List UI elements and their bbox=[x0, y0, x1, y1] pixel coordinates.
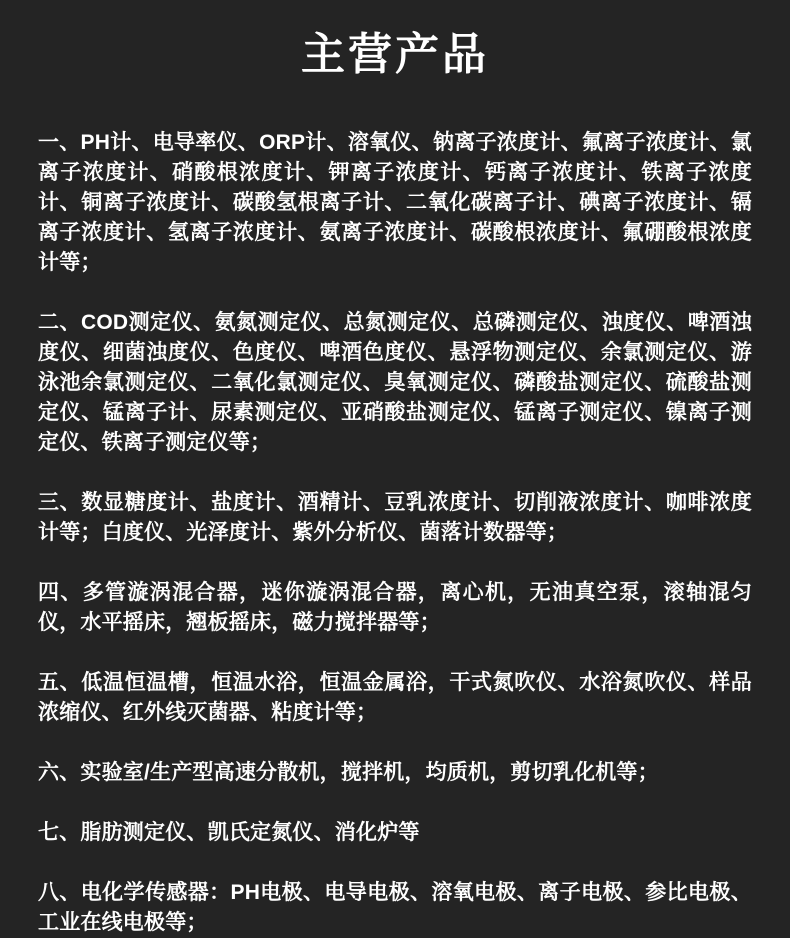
product-category-8: 八、电化学传感器：PH电极、电导电极、溶氧电极、离子电极、参比电极、工业在线电极等； bbox=[38, 881, 752, 934]
product-category-4: 四、多管漩涡混合器，迷你漩涡混合器，离心机，无油真空泵，滚轴混匀仪，水平摇床，翘板摇床，磁力搅拌器等； bbox=[38, 581, 752, 634]
page-title: 主营产品 bbox=[301, 30, 489, 79]
product-category-1: 一、PH计、电导率仪、ORP计、溶氧仪、钠离子浓度计、氟离子浓度计、氯离子浓度计、硝酸根浓度计、钾离子浓度计、钙离子浓度计、铁离子浓度计、铜离子浓度计、碳酸氢根离子计、二氧化碳离子计、碘离子浓度计、镉离子浓度计、氢离子浓度计、氨离子浓度计、碳酸根浓度计、氟硼酸根浓度计等； bbox=[38, 131, 752, 274]
product-category-7: 七、脂肪测定仪、凯氏定氮仪、消化炉等 bbox=[38, 821, 420, 844]
product-category-6: 六、实验室/生产型高速分散机，搅拌机，均质机，剪切乳化机等； bbox=[38, 761, 659, 784]
product-category-3: 三、数显糖度计、盐度计、酒精计、豆乳浓度计、切削液浓度计、咖啡浓度计等；白度仪、光泽度计、紫外分析仪、菌落计数器等； bbox=[38, 491, 752, 544]
product-category-5: 五、低温恒温槽，恒温水浴，恒温金属浴，干式氮吹仪、水浴氮吹仪、样品浓缩仪、红外线灭菌器、粘度计等； bbox=[38, 671, 752, 724]
product-category-2: 二、COD测定仪、氨氮测定仪、总氮测定仪、总磷测定仪、浊度仪、啤酒浊度仪、细菌浊度仪、色度仪、啤酒色度仪、悬浮物测定仪、余氯测定仪、游泳池余氯测定仪、二氧化氯测定仪、臭氧测定仪、磷酸盐测定仪、硫酸盐测定仪、锰离子计、尿素测定仪、亚硝酸盐测定仪、锰离子测定仪、镍离子测定仪、铁离子测定仪等； bbox=[38, 311, 752, 454]
product-list bbox=[0, 84, 790, 938]
